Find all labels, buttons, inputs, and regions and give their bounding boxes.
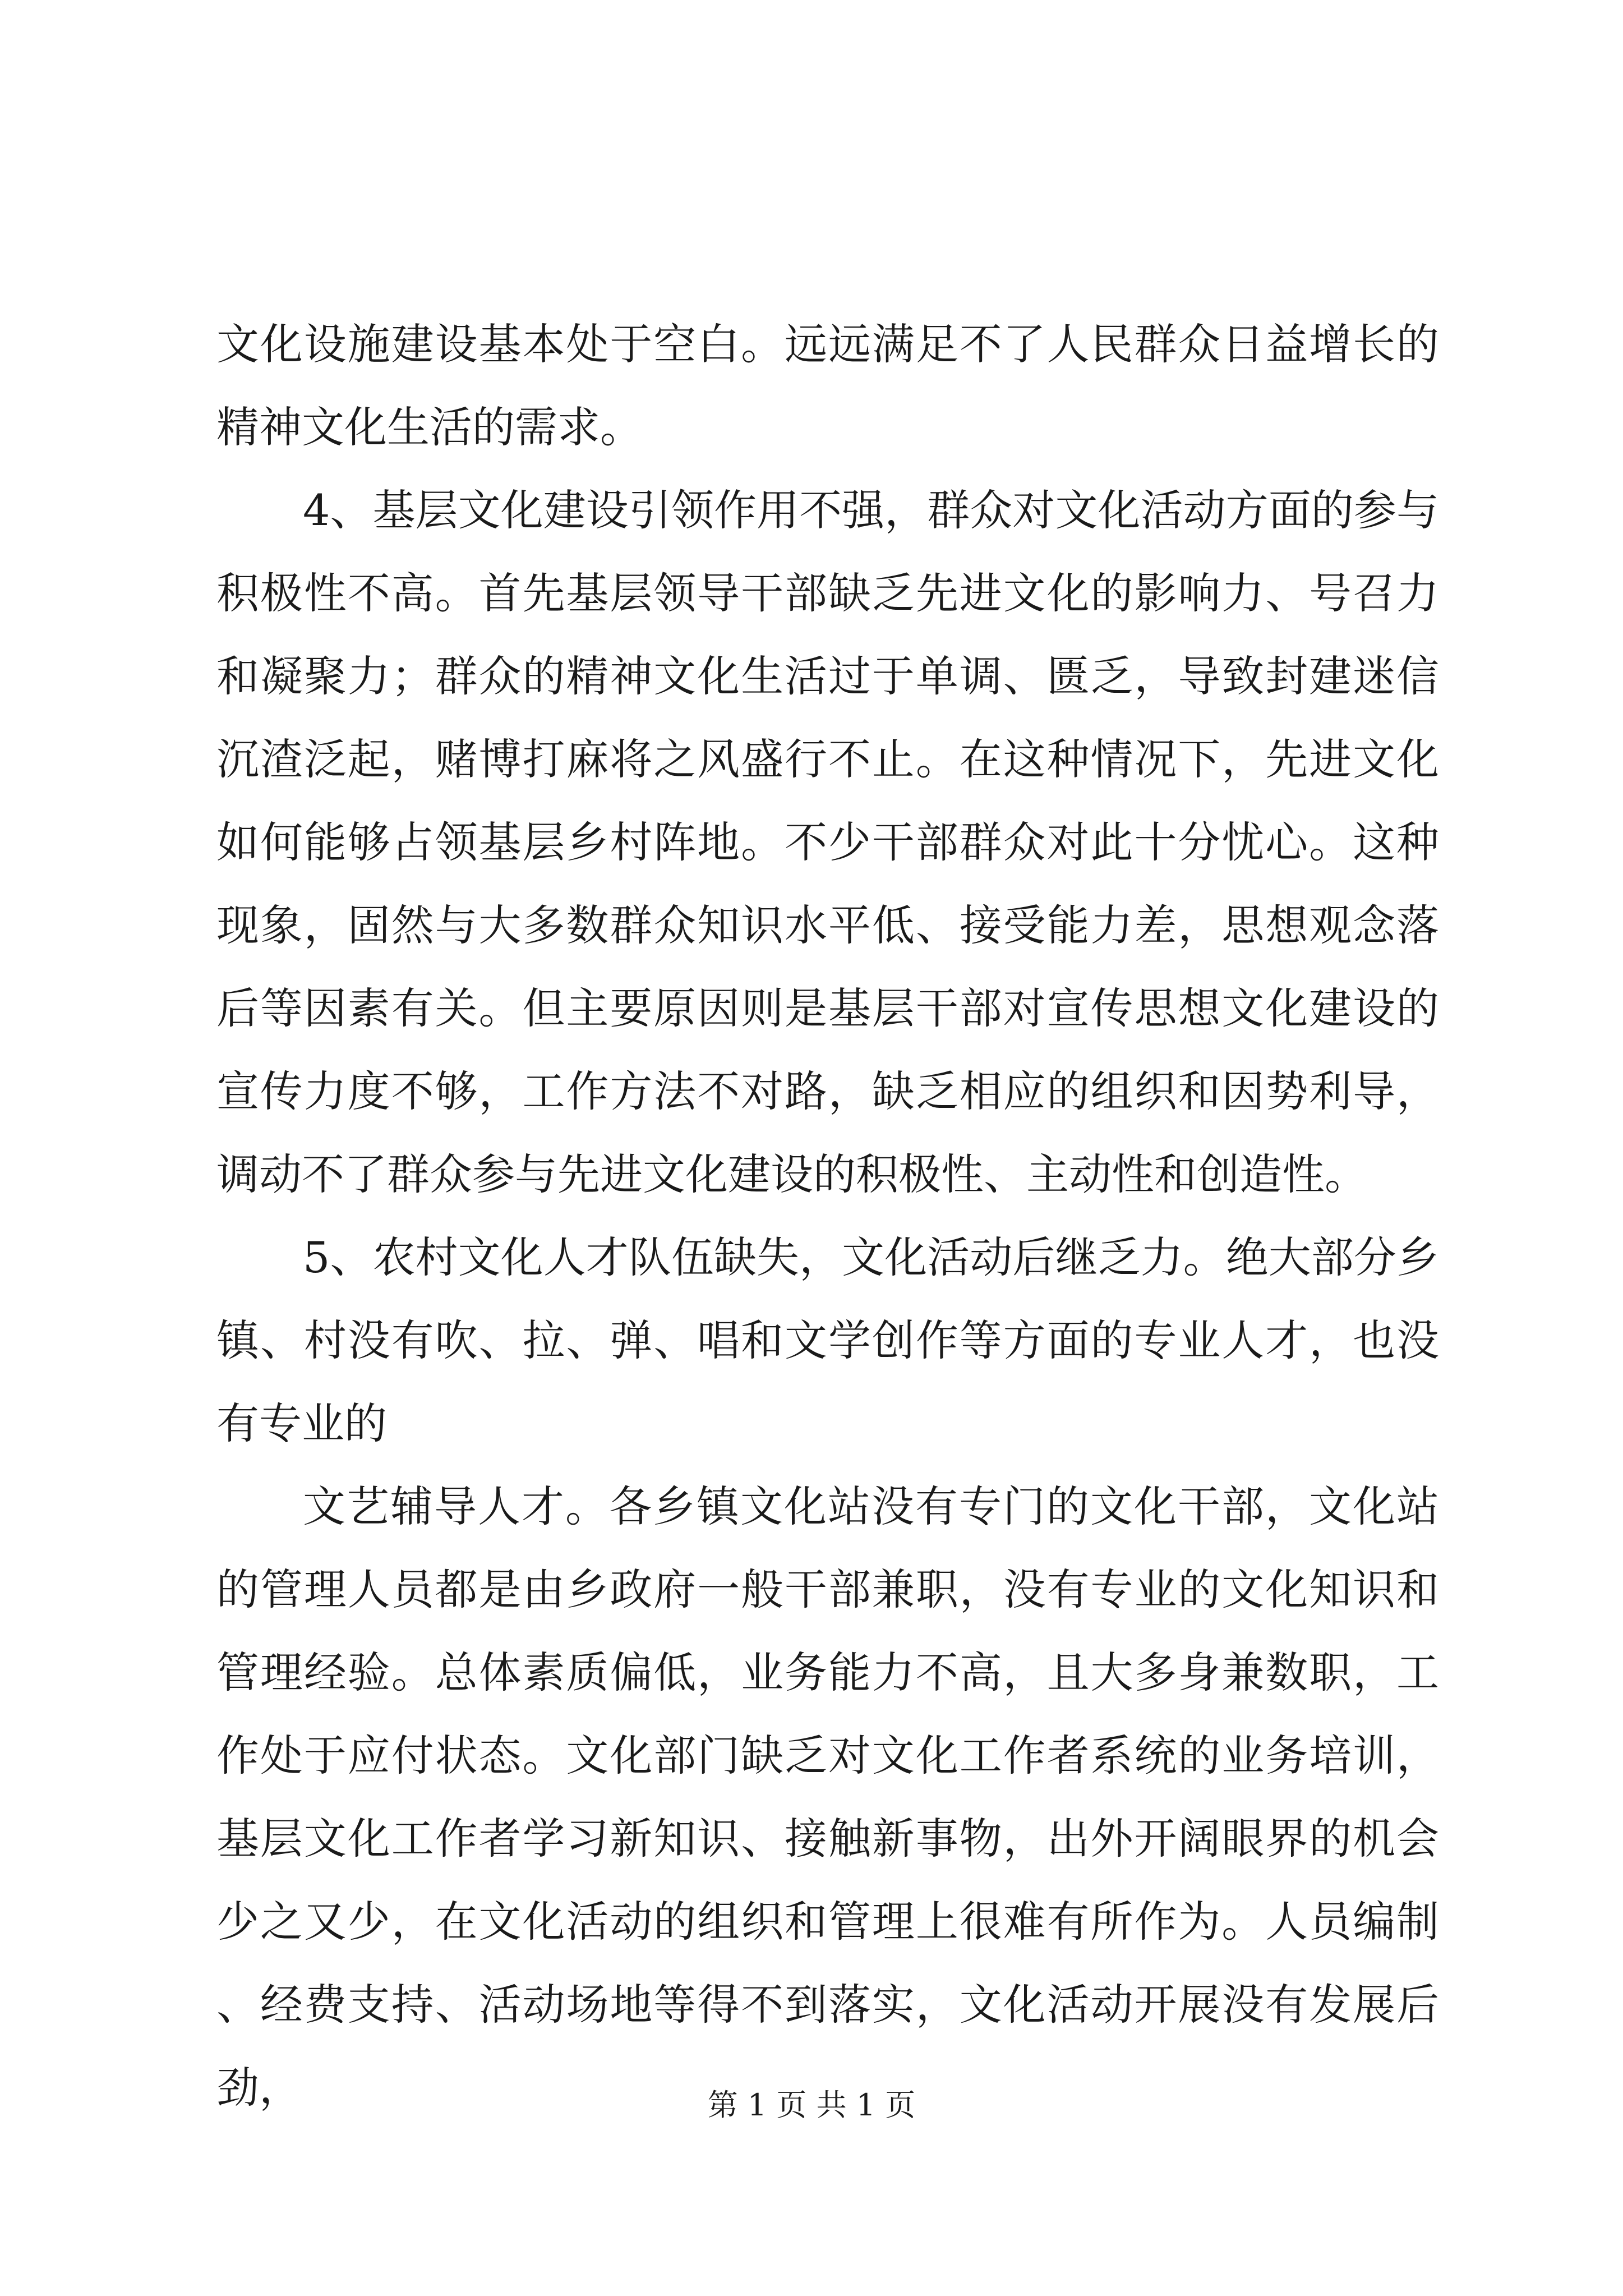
paragraph-2: 4、基层文化建设引领作用不强，群众对文化活动方面的参与积极性不高。首先基层领导干部缺乏先进文化的影响力、号召力和凝聚力；群众的精神文化生活过于单调、匮乏，导致封建迷信沉渣泛起，赌博打麻将之风盛行不止。在这种情况下，先进文化如何能够占领基层乡村阵地。不少干部群众对此十分忧心。这种现象，固然与大多数群众知识水平低、接受能力差，思想观念落后等因素有关。但主要原因则是基层干部对宣传思想文化建设的宣传力度不够，工作方法不对路，缺乏相应的组织和因势利导，调动不了群众参与先进文化建设的积极性、主动性和创造性。	[216, 485, 1439, 1199]
paragraph-1: 文化设施建设基本处于空白。远远满足不了人民群众日益增长的精神文化生活的需求。	[216, 319, 1439, 452]
page-number-footer: 第 1 页 共 1 页	[707, 2087, 916, 2123]
paragraph-4: 文艺辅导人才。各乡镇文化站没有专门的文化干部，文化站的管理人员都是由乡政府一般干部兼职，没有专业的文化知识和管理经验。总体素质偏低，业务能力不高，且大多身兼数职，工作处于应付状态。文化部门缺乏对文化工作者系统的业务培训，基层文化工作者学习新知识、接触新事物，出外开阔眼界的机会少之又少，在文化活动的组织和管理上很难有所作为。人员编制、经费支持、活动场地等得不到落实，文化活动开展没有发展后劲，	[216, 1481, 1439, 2113]
paragraph-3: 5、农村文化人才队伍缺失，文化活动后继乏力。绝大部分乡镇、村没有吹、拉、弹、唱和文学创作等方面的专业人才，也没有专业的	[216, 1232, 1439, 1448]
body-text	[216, 303, 1439, 2129]
